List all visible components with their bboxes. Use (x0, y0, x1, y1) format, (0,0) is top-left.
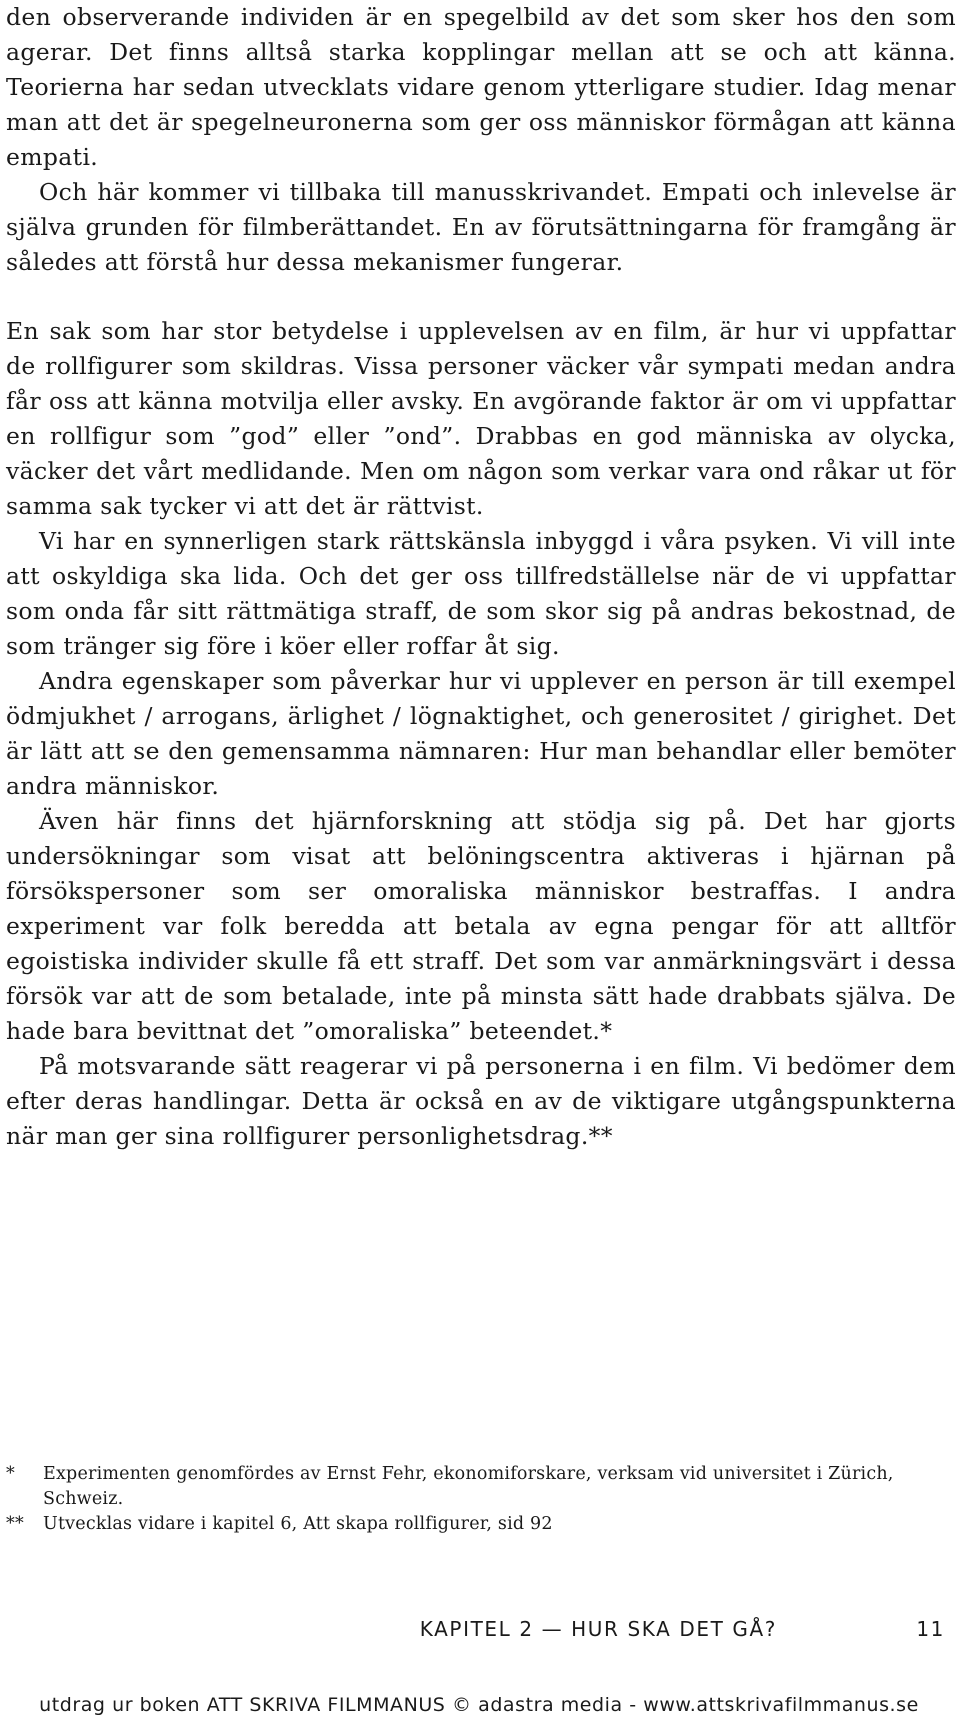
paragraph-7: På motsvarande sätt reagerar vi på personerna i en film. Vi bedömer dem efter deras handlingar. Detta är också en av de viktigare utgångspunkterna när man ger sina rollfigurer personlighetsdrag.** (6, 1052, 956, 1150)
paragraph-4: Vi har en synnerligen stark rättskänsla inbyggd i våra psyken. Vi vill inte att oskyldiga ska lida. Och det ger oss tillfredställelse när de vi uppfattar som onda får sitt rättmätiga straff, de som skor sig på andras bekostnad, de som tränger sig före i köer eller roffar åt sig. (6, 527, 956, 660)
footnote-text: Utvecklas vidare i kapitel 6, Att skapa rollfigurer, sid 92 (43, 1514, 553, 1534)
body-text (6, 0, 956, 1154)
paragraph-2: Och här kommer vi tillbaka till manusskrivandet. Empati och inlevelse är själva grunden för filmberättandet. En av förutsättningarna för framgång är således att förstå hur dessa mekanismer fungerar. (6, 178, 956, 276)
footnote-1 (6, 1462, 956, 1512)
credit-line: utdrag ur boken ATT SKRIVA FILMMANUS © adastra media - www.attskrivafilmmanus.se (39, 1694, 919, 1716)
paragraph-1: den observerande individen är en spegelbild av det som sker hos den som agerar. Det finns alltså starka kopplingar mellan att se och att känna. Teorierna har sedan utvecklats vidare genom ytterligare studier. Idag menar man att det är spegelneuronerna som ger oss människor förmågan att känna empati. (6, 3, 956, 171)
paragraph-3: En sak som har stor betydelse i upplevelsen av en film, är hur vi uppfattar de rollfigurer som skildras. Vissa personer väcker vår sympati medan andra får oss att känna motvilja eller avsky. En avgörande faktor är om vi uppfattar en rollfigur som ”god” eller ”ond”. Drabbas en god människa av olycka, väcker det vårt medlidande. Men om någon som verkar vara ond råkar ut för samma sak tycker vi att det är rättvist. (6, 317, 956, 520)
footnote-2 (6, 1512, 956, 1537)
paragraph-6: Även här finns det hjärnforskning att stödja sig på. Det har gjorts undersökningar som visat att belöningscentra aktiveras i hjärnan på försökspersoner som ser omoraliska människor bestraffas. I andra experiment var folk beredda att betala av egna pengar för att alltför egoistiska individer skulle få ett straff. Det som var anmärkningsvärt i dessa försök var att de som betalade, inte på minsta sätt hade drabbats själva. De hade bara bevittnat det ”omoraliska” beteendet.* (6, 807, 956, 1045)
footnote-marker: ** (6, 1514, 24, 1534)
page-number: 11 (916, 1617, 945, 1641)
paragraph-5: Andra egenskaper som påverkar hur vi upplever en person är till exempel ödmjukhet / arrogans, ärlighet / lögnaktighet, och generositet / girighet. Det är lätt att se den gemensamma nämnaren: Hur man behandlar eller bemöter andra människor. (6, 667, 956, 800)
footnotes (6, 1462, 956, 1537)
footnote-text: Experimenten genomfördes av Ernst Fehr, ekonomiforskare, verksam vid universitet i Zürich, Schweiz. (43, 1464, 894, 1509)
chapter-title: KAPITEL 2 — HUR SKA DET GÅ? (419, 1617, 777, 1641)
footnote-marker: * (6, 1464, 15, 1484)
